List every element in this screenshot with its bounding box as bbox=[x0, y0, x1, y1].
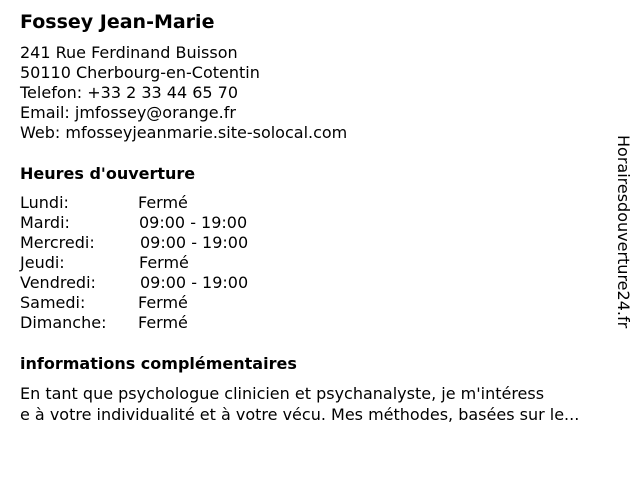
hours-row-tuesday bbox=[20, 213, 340, 233]
site-watermark: Horairesdouverture24.fr bbox=[614, 135, 633, 329]
hours-row-thursday bbox=[20, 253, 340, 273]
hours-row-monday bbox=[20, 193, 340, 213]
additional-info-heading: informations complémentaires bbox=[20, 354, 297, 373]
additional-info-text bbox=[20, 383, 635, 425]
day-hours: Fermé bbox=[138, 293, 188, 312]
business-name: Fossey Jean-Marie bbox=[20, 11, 215, 33]
day-hours: Fermé bbox=[138, 313, 188, 332]
day-hours: Fermé bbox=[139, 253, 189, 272]
info-line-2: e à votre individualité et à votre vécu. Mes méthodes, basées sur le... bbox=[20, 405, 580, 424]
day-hours: 09:00 - 19:00 bbox=[139, 213, 248, 232]
hours-row-saturday bbox=[20, 293, 340, 313]
info-line-1: En tant que psychologue clinicien et psychanalyste, je m'intéress bbox=[20, 384, 545, 403]
day-label: Samedi: bbox=[20, 293, 86, 312]
day-hours: 09:00 - 19:00 bbox=[140, 233, 249, 252]
day-label: Mardi: bbox=[20, 213, 70, 232]
day-label: Vendredi: bbox=[20, 273, 96, 292]
web-line: Web: mfosseyjeanmarie.site-solocal.com bbox=[20, 123, 348, 142]
opening-hours-table bbox=[20, 193, 340, 333]
day-label: Jeudi: bbox=[20, 253, 65, 272]
day-hours: 09:00 - 19:00 bbox=[140, 273, 249, 292]
opening-hours-heading: Heures d'ouverture bbox=[20, 164, 196, 183]
day-hours: Fermé bbox=[138, 193, 188, 212]
day-label: Dimanche: bbox=[20, 313, 107, 332]
hours-row-friday bbox=[20, 273, 340, 293]
phone-line: Telefon: +33 2 33 44 65 70 bbox=[20, 83, 239, 102]
day-label: Mercredi: bbox=[20, 233, 95, 252]
address-city: 50110 Cherbourg-en-Cotentin bbox=[20, 63, 260, 82]
address-street: 241 Rue Ferdinand Buisson bbox=[20, 43, 238, 62]
contact-block bbox=[20, 43, 347, 143]
hours-row-sunday bbox=[20, 313, 340, 333]
hours-row-wednesday bbox=[20, 233, 340, 253]
day-label: Lundi: bbox=[20, 193, 69, 212]
email-line: Email: jmfossey@orange.fr bbox=[20, 103, 236, 122]
